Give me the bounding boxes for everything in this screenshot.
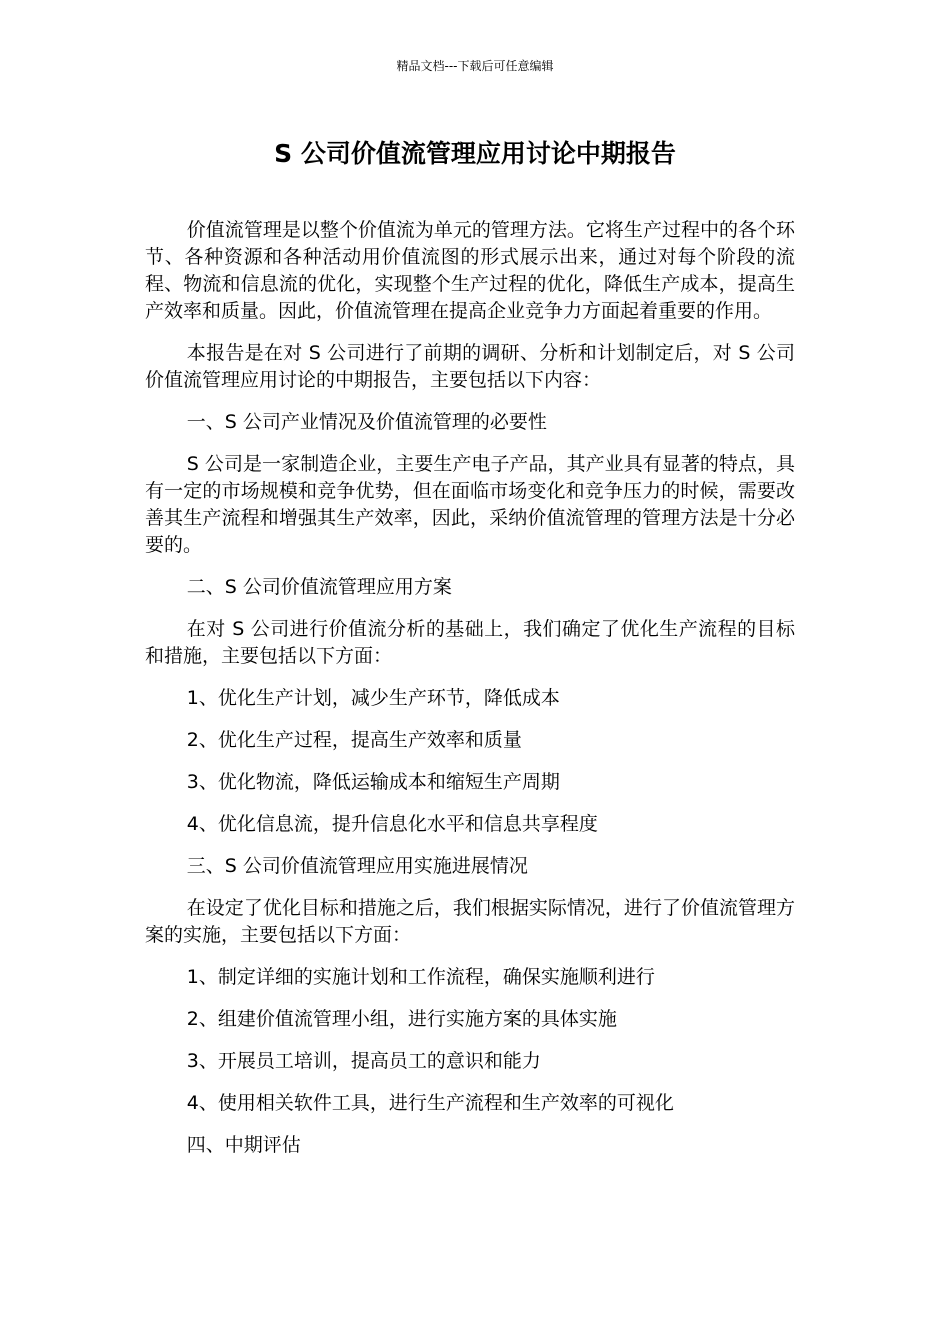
paragraph-implementation-intro: 在设定了优化目标和措施之后，我们根据实际情况，进行了价值流管理方案的实施，主要包括以下方面： <box>145 897 795 946</box>
section-heading-1: 一、S 公司产业情况及价值流管理的必要性 <box>186 411 547 433</box>
list-item: 1、优化生产计划，减少生产环节，降低成本 <box>186 687 560 709</box>
section-heading-3: 三、S 公司价值流管理应用实施进展情况 <box>186 855 528 877</box>
list-item: 3、优化物流，降低运输成本和缩短生产周期 <box>186 771 560 793</box>
header-note: 精品文档---下载后可任意编辑 <box>396 59 554 73</box>
section-heading-4: 四、中期评估 <box>186 1134 301 1156</box>
paragraph-intro: 价值流管理是以整个价值流为单元的管理方法。它将生产过程中的各个环节、各种资源和各种活动用价值流图的形式展示出来，通过对每个阶段的流程、物流和信息流的优化，实现整个生产过程的优化，降低生产成本，提高生产效率和质量。因此，价值流管理在提高企业竞争力方面起着重要的作用。 <box>145 219 795 322</box>
paragraph-plan-intro: 在对 S 公司进行价值流分析的基础上，我们确定了优化生产流程的目标和措施，主要包括以下方面： <box>145 618 795 667</box>
document-body <box>145 217 795 1174</box>
section-heading-2: 二、S 公司价值流管理应用方案 <box>186 576 452 598</box>
list-item: 1、制定详细的实施计划和工作流程，确保实施顺利进行 <box>186 966 655 988</box>
document-title: S 公司价值流管理应用讨论中期报告 <box>274 139 676 168</box>
list-item: 2、组建价值流管理小组，进行实施方案的具体实施 <box>186 1008 617 1030</box>
paragraph-report-scope: 本报告是在对 S 公司进行了前期的调研、分析和计划制定后，对 S 公司价值流管理应用讨论的中期报告，主要包括以下内容： <box>145 342 795 391</box>
list-item: 4、优化信息流，提升信息化水平和信息共享程度 <box>186 813 598 835</box>
list-item: 3、开展员工培训，提高员工的意识和能力 <box>186 1050 541 1072</box>
list-item: 2、优化生产过程，提高生产效率和质量 <box>186 729 522 751</box>
list-item: 4、使用相关软件工具，进行生产流程和生产效率的可视化 <box>186 1092 674 1114</box>
paragraph-company-overview: S 公司是一家制造企业，主要生产电子产品，其产业具有显著的特点，具有一定的市场规模和竞争优势，但在面临市场变化和竞争压力的时候，需要改善其生产流程和增强其生产效率，因此，采纳价值流管理的管理方法是十分必要的。 <box>145 453 795 556</box>
